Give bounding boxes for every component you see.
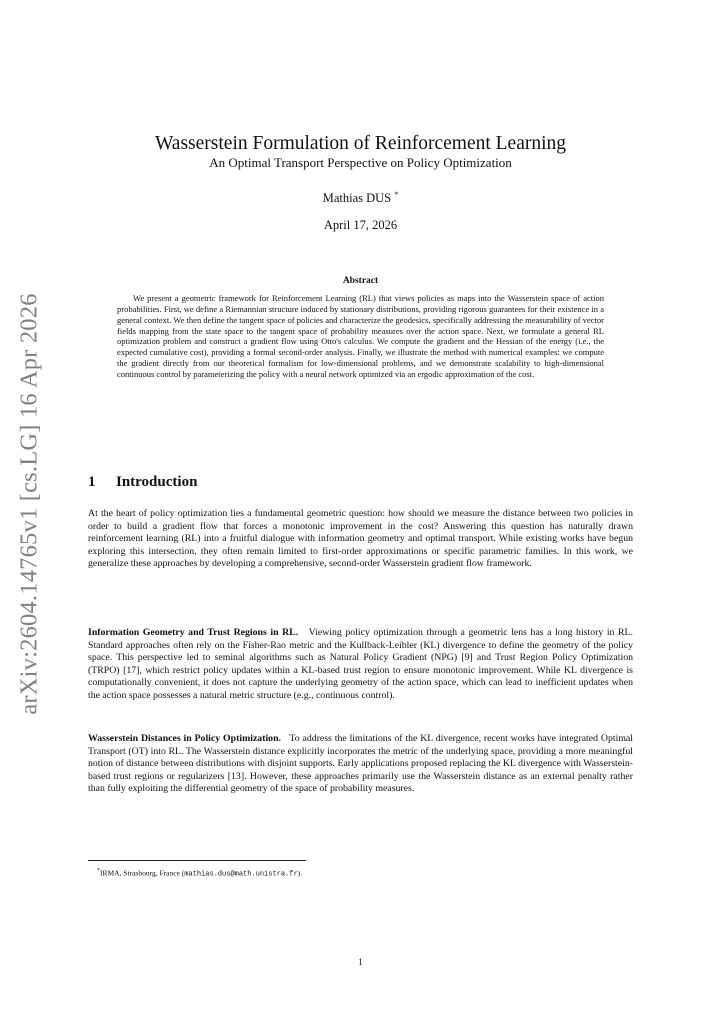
paper-date: April 17, 2026 bbox=[323, 218, 398, 232]
footnote-affiliation: IRMA, Strasbourg, France ( bbox=[100, 868, 185, 878]
section-title: Introduction bbox=[116, 474, 198, 490]
info-geometry-paragraph bbox=[88, 627, 633, 702]
paper-subtitle: An Optimal Transport Perspective on Policy Optimization bbox=[209, 155, 512, 170]
footnote-marker: * bbox=[97, 868, 100, 874]
arxiv-identifier-stamp bbox=[10, 293, 50, 715]
footnote bbox=[97, 866, 302, 880]
wasserstein-paragraph bbox=[88, 733, 633, 796]
intro-paragraph: At the heart of policy optimization lies a fundamental geometric question: how should we measure the distance between two policies in order to build a gradient flow that forces a monotonic improvement in the cost? Answering this question has naturally drawn reinforcement learning (RL) into a fruitful dialogue with information geometry and optimal transport. While existing works have begun exploring this intersection, they often remain limited to first-order approximations or specific parametric families. In this work, we generalize these approaches by developing a comprehensive, second-order Wasserstein gradient flow framework. bbox=[88, 508, 633, 570]
wasserstein-heading: Wasserstein Distances in Policy Optimization. bbox=[88, 733, 281, 744]
author-footnote-marker: * bbox=[394, 190, 399, 199]
arxiv-stamp-text: arXiv:2604.14765v1 [cs.LG] 16 Apr 2026 bbox=[16, 293, 44, 715]
author-line bbox=[0, 190, 721, 206]
section-heading bbox=[88, 474, 197, 491]
abstract-text: We present a geometric framework for Reinforcement Learning (RL) that views policies as maps into the Wasserstein space of action probabilities. First, we define a Riemannian structure induced by stationary distributions, providing rigorous guarantees for their existence in a general context. We then define the tangent space of policies and characterize the geodesics, specifically addressing the measurability of vector fields mapping from the state space to the tangent space of probability measures over the action space. Next, we formulate a general RL optimization problem and construct a gradient flow using Otto's calculus. We compute the gradient and the Hessian of the energy (i.e., the expected cumulative cost), providing a formal second-order analysis. Finally, we illustrate the method with numerical examples: we compute the gradient directly from our theoretical formalism for low-dimensional problems, and we demonstrate scalability to high-dimensional continuous control by parameterizing the policy with a neural network optimized via an ergodic approximation of the cost. bbox=[117, 293, 604, 379]
info-geometry-text: Viewing policy optimization through a geometric lens has a long history in RL. Standard approaches often rely on the Fisher-Rao metric and the Kullback-Leibler (KL) divergence to define the geometry of the policy space. This perspective led to seminal algorithms such as Natural Policy Gradient (NPG) [9] and Trust Region Policy Optimization (TRPO) [17], which restrict policy updates within a KL-based trust region to ensure monotonic improvement. While KL divergence is computationally convenient, it does not capture the underlying geometry of the action space, which can lead to inefficient updates when the action space possesses a natural metric structure (e.g., continuous control). bbox=[88, 627, 633, 701]
footnote-rule bbox=[88, 860, 306, 861]
footnote-close: ). bbox=[297, 868, 303, 878]
page-number: 1 bbox=[358, 958, 363, 968]
abstract-heading: Abstract bbox=[342, 276, 379, 286]
section-number: 1 bbox=[88, 474, 96, 490]
info-geometry-heading: Information Geometry and Trust Regions in RL. bbox=[88, 627, 299, 638]
paper-title: Wasserstein Formulation of Reinforcement Learning bbox=[154, 133, 567, 154]
footnote-email: mathias.dus@math.unistra.fr bbox=[184, 870, 298, 879]
author-name: Mathias DUS bbox=[322, 191, 392, 206]
wasserstein-text: To address the limitations of the KL divergence, recent works have integrated Optimal Transport (OT) into RL. The Wasserstein distance explicitly incorporates the metric of the underlying space, providing a more meaningful notion of distance between distributions with disjoint supports. Early applications proposed replacing the KL divergence with Wasserstein-based trust regions or regularizers [13]. However, these approaches primarily use the Wasserstein distance as an external penalty rather than fully exploiting the differential geometry of the space of probability measures. bbox=[88, 733, 634, 795]
